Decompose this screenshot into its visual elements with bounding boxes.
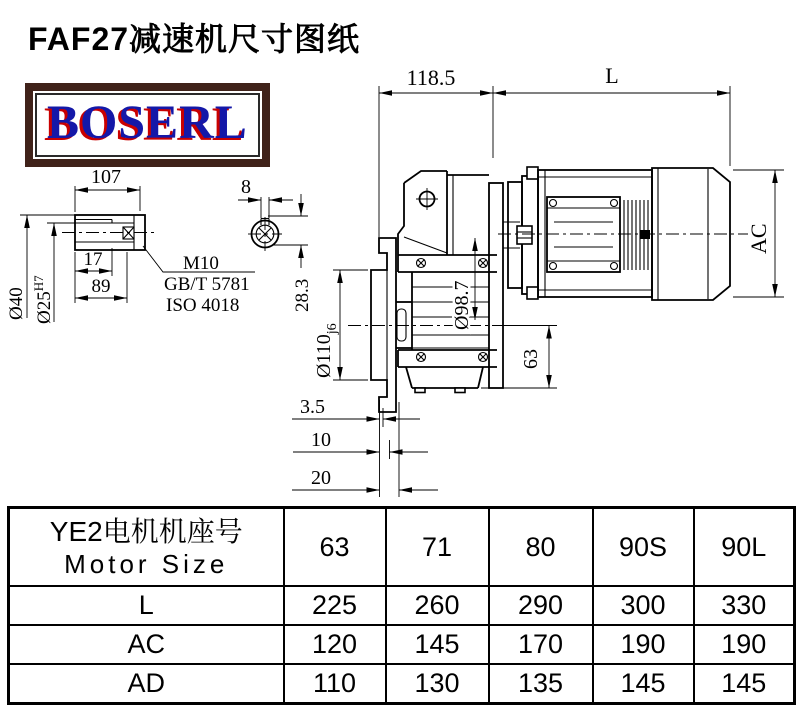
table-col-header: 90S [593,508,694,587]
motor-dimension-table [7,506,796,705]
table-cell: 145 [694,664,795,704]
thread-size-label: M10 [183,253,219,274]
table-cell: 330 [694,586,795,625]
table-col-header: 63 [284,508,386,587]
table-row-AC [9,625,795,664]
shaft-end-view [248,217,282,251]
dim-10: 10 [311,429,331,451]
dim-dia110-tolerance: j6 [325,323,340,335]
flange-offset-dimensions [292,396,438,497]
motor-bolt-head [611,200,618,207]
table-cell: 225 [284,586,386,625]
motor-bolt-head [611,263,618,270]
motor-terminal-block [640,230,650,239]
bolt-hole [479,353,488,362]
shaft-side-view [62,215,158,250]
table-header-row [9,508,795,587]
dim-89: 89 [91,276,111,297]
row-label: AD [9,664,284,704]
dim-L: L [605,63,619,88]
table-cell: 300 [593,586,694,625]
table-cell: 190 [694,625,795,664]
flange-dimension-110 [313,270,368,380]
table-row-L [9,586,795,625]
table-col-header: 80 [489,508,593,587]
brand-logo-text: BOSERL [47,96,248,149]
dim-dia25-tolerance: H7 [31,275,46,292]
table-cell: 145 [386,625,489,664]
motor-dimension-AC [733,170,784,297]
dim-dia25: Ø25 [34,291,55,324]
table-cell: 145 [593,664,694,704]
table-cell: 190 [593,625,694,664]
table-cell: 130 [386,664,489,704]
dim-28-3: 28.3 [292,278,313,312]
dim-dia110j6 [313,323,340,378]
dim-118-5: 118.5 [406,65,456,90]
gearbox-dimension-98-7 [451,238,475,330]
motor-size-label-cn: YE2电机机座号 [49,516,243,547]
page-title: FAF27减速机尺寸图纸 [28,21,361,57]
row-label: L [9,586,284,625]
table-cell: 135 [489,664,593,704]
motor-size-label-en: Motor Size [64,549,229,579]
thread-standard-gb: GB/T 5781 [164,274,250,295]
dim-63: 63 [520,349,542,369]
table-header-motor-size [9,508,284,587]
table-cell: 290 [489,586,593,625]
table-col-header: 71 [386,508,489,587]
dim-3-5: 3.5 [300,396,325,418]
table-row-AD [9,664,795,704]
table-cell: 170 [489,625,593,664]
table-col-header: 90L [694,508,795,587]
dim-8: 8 [241,176,251,198]
table-cell: 110 [284,664,386,704]
row-label: AC [9,625,284,664]
shaft-dimensions [6,166,255,324]
bolt-hole [417,353,426,362]
gearbox-dimension-63 [481,326,557,389]
dim-dia98-7: Ø98.7 [451,280,473,330]
motor-bolt-head [550,200,557,207]
dim-AC: AC [746,223,771,254]
dim-dia40: Ø40 [6,287,27,320]
table-cell: 260 [386,586,489,625]
motor-bolt-head [550,263,557,270]
bolt-hole [417,259,426,268]
motor [498,167,748,300]
dim-dia25h7 [31,275,55,324]
top-dimensions [379,63,730,237]
thread-standard-iso: ISO 4018 [166,295,240,316]
dim-dia110: Ø110 [313,334,335,378]
table-cell: 120 [284,625,386,664]
dim-20: 20 [311,467,331,489]
dim-17: 17 [83,249,103,270]
dim-107: 107 [91,166,121,188]
bolt-hole [479,259,488,268]
